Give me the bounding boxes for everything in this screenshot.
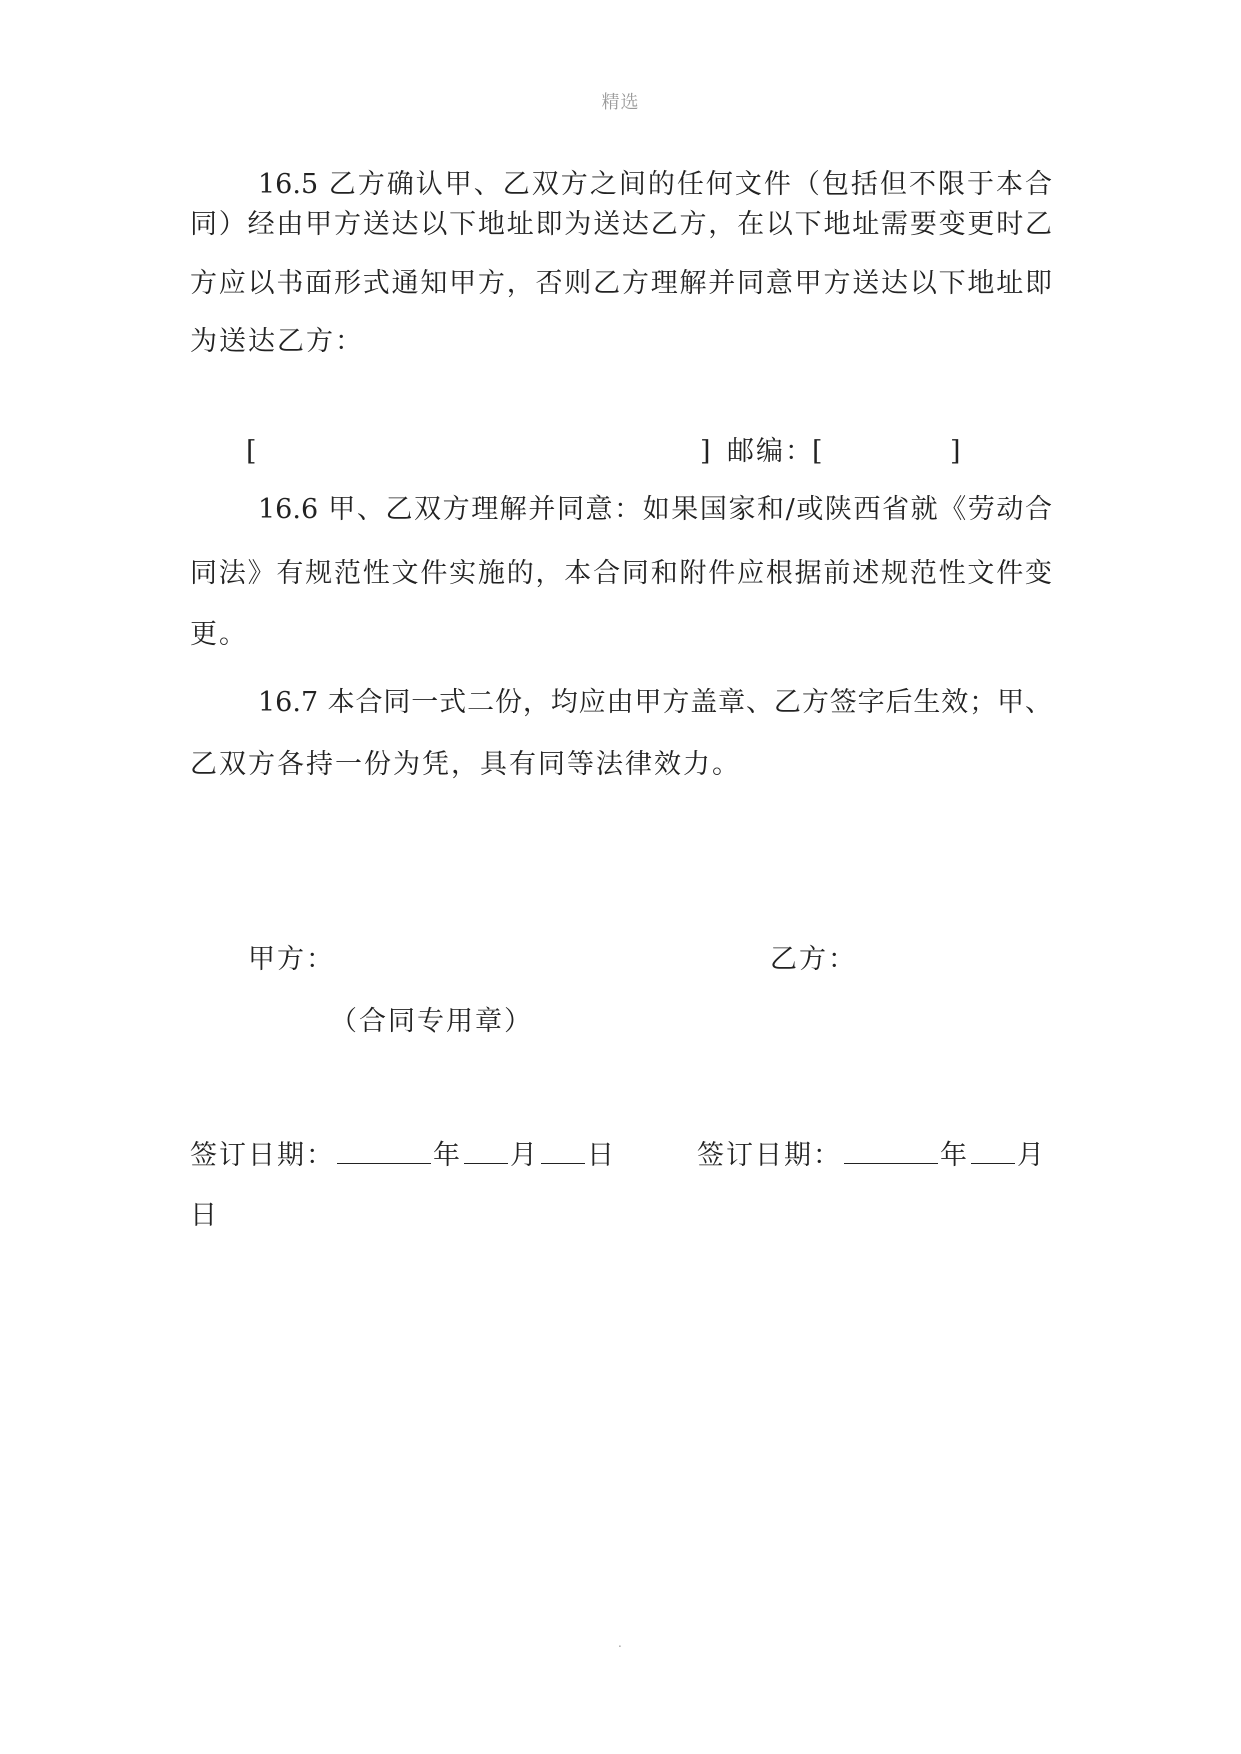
day-blank — [541, 1133, 585, 1164]
address-open-bracket: [ — [246, 436, 257, 467]
month-blank — [464, 1133, 508, 1164]
signing-date-a-label: 签订日期： — [190, 1140, 335, 1171]
clause-16-5-line-1: 16.5 乙方确认甲、乙双方之间的任何文件（包括但不限于本合 — [258, 169, 1052, 200]
seal-note: （合同专用章） — [330, 1006, 533, 1037]
year-blank — [844, 1133, 938, 1164]
clause-16-7-line-2: 乙双方各持一份为凭，具有同等法律效力。 — [190, 749, 741, 780]
page-footer: . — [618, 1636, 622, 1650]
signing-date-a — [190, 1133, 616, 1176]
clause-16-6-line-3: 更。 — [190, 619, 248, 650]
party-a-label: 甲方： — [248, 944, 335, 975]
postcode-open-bracket: [ — [812, 436, 823, 467]
month-blank — [971, 1133, 1015, 1164]
party-b-label: 乙方： — [770, 944, 857, 975]
year-label: 年 — [940, 1140, 969, 1171]
day-label-wrapped: 日 — [190, 1200, 219, 1231]
clause-16-7-line-1: 16.7 本合同一式二份，均应由甲方盖章、乙方签字后生效；甲、 — [258, 687, 1052, 718]
month-label: 月 — [510, 1140, 539, 1171]
address-close-bracket: ] — [700, 436, 711, 467]
page-header: 精选 — [601, 92, 640, 113]
clause-16-6-line-1: 16.6 甲、乙双方理解并同意：如果国家和/或陕西省就《劳动合 — [258, 494, 1052, 525]
postcode-label: 邮编： — [727, 436, 814, 467]
signing-date-b-label: 签订日期： — [697, 1140, 842, 1171]
clause-16-5-line-3: 方应以书面形式通知甲方，否则乙方理解并同意甲方送达以下地址即 — [190, 268, 1052, 299]
day-label: 日 — [587, 1140, 616, 1171]
clause-16-5-line-4: 为送达乙方： — [190, 326, 364, 357]
month-label: 月 — [1017, 1140, 1046, 1171]
year-blank — [337, 1133, 431, 1164]
year-label: 年 — [433, 1140, 462, 1171]
clause-16-5-line-2: 同）经由甲方送达以下地址即为送达乙方，在以下地址需要变更时乙 — [190, 209, 1052, 240]
signing-date-b — [697, 1133, 1046, 1176]
clause-16-6-line-2: 同法》有规范性文件实施的，本合同和附件应根据前述规范性文件变 — [190, 558, 1052, 589]
postcode-close-bracket: ] — [950, 436, 961, 467]
